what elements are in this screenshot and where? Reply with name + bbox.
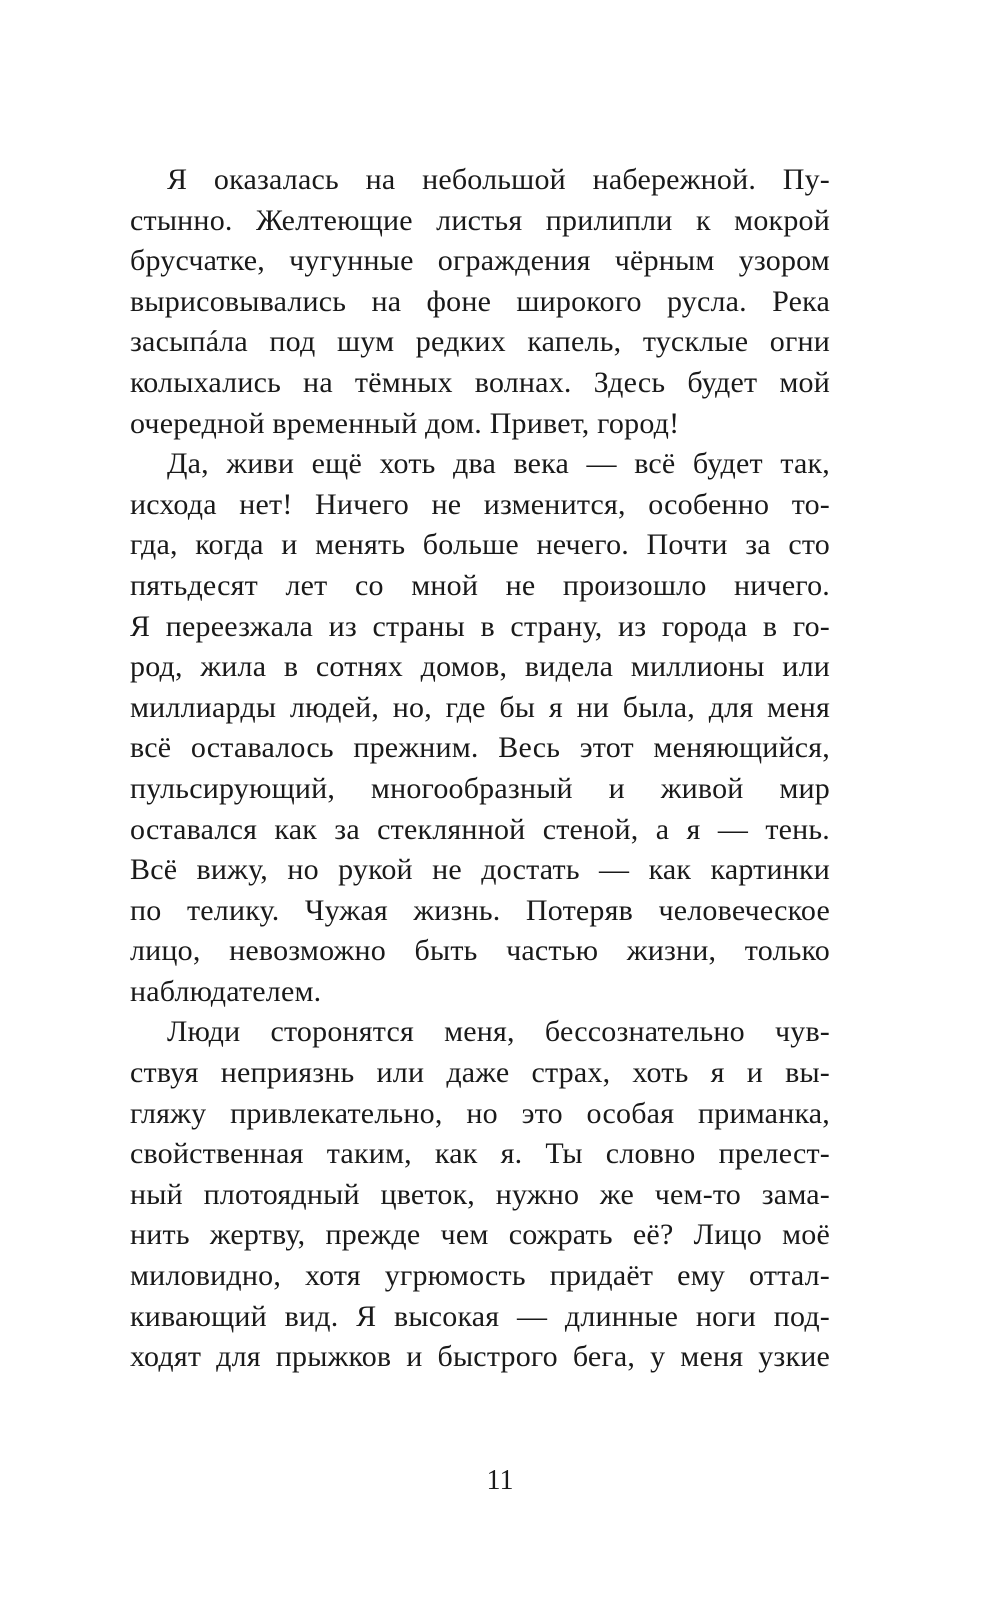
text-line: ходят для прыжков и быстрого бега, у меня узкие: [130, 1340, 830, 1374]
text-line: вырисовывались на фоне широкого русла. Река: [130, 284, 830, 318]
text-line: род, жила в сотнях домов, видела миллионы или: [130, 650, 830, 684]
text-line: Я переезжала из страны в страну, из города в го-: [130, 609, 830, 643]
text-line: наблюдателем.: [130, 974, 322, 1008]
text-line: Да, живи ещё хоть два века — всё будет так,: [167, 447, 830, 481]
text-line: оставался как за стеклянной стеной, а я — тень.: [130, 812, 830, 846]
body-text: [130, 160, 830, 1378]
text-line: гда, когда и менять больше нечего. Почти за сто: [130, 528, 830, 562]
text-line: кивающий вид. Я высокая — длинные ноги под-: [130, 1299, 830, 1333]
text-line: засыпáла под шум редких капель, тусклые огни: [130, 325, 830, 359]
text-line: пятьдесят лет со мной не произошло ничего.: [130, 568, 830, 602]
text-line: Я оказалась на небольшой набережной. Пу-: [167, 163, 830, 196]
text-line: брусчатке, чугунные ограждения чёрным узором: [130, 244, 830, 278]
text-line: свойственная таким, как я. Ты словно прелест-: [130, 1137, 830, 1171]
text-line: ствуя неприязнь или даже страх, хоть я и вы-: [130, 1056, 830, 1090]
text-line: миллиарды людей, но, где бы я ни была, для меня: [130, 690, 830, 724]
text-line: очередной временный дом. Привет, город!: [130, 406, 680, 440]
text-line: колыхались на тёмных волнах. Здесь будет мой: [130, 365, 830, 399]
text-line: лицо, невозможно быть частью жизни, только: [130, 934, 830, 968]
text-line: Всё вижу, но рукой не достать — как картинки: [130, 853, 830, 887]
page-number: 11: [486, 1465, 514, 1496]
text-line: нить жертву, прежде чем сожрать её? Лицо моё: [130, 1218, 830, 1252]
text-line: по телику. Чужая жизнь. Потеряв человеческое: [130, 893, 830, 927]
text-line: Люди сторонятся меня, бессознательно чув-: [167, 1015, 830, 1049]
text-line: миловидно, хотя угрюмость придаёт ему оттал-: [130, 1259, 830, 1293]
text-line: стынно. Желтеющие листья прилипли к мокрой: [130, 203, 830, 237]
text-line: пульсирующий, многообразный и живой мир: [130, 771, 830, 805]
text-line: всё оставалось прежним. Весь этот меняющийся,: [130, 731, 830, 765]
text-line: ный плотоядный цветок, нужно же чем-то зама-: [130, 1177, 830, 1211]
text-line: исхода нет! Ничего не изменится, особенно то-: [130, 487, 830, 521]
text-line: гляжу привлекательно, но это особая приманка,: [130, 1096, 830, 1130]
